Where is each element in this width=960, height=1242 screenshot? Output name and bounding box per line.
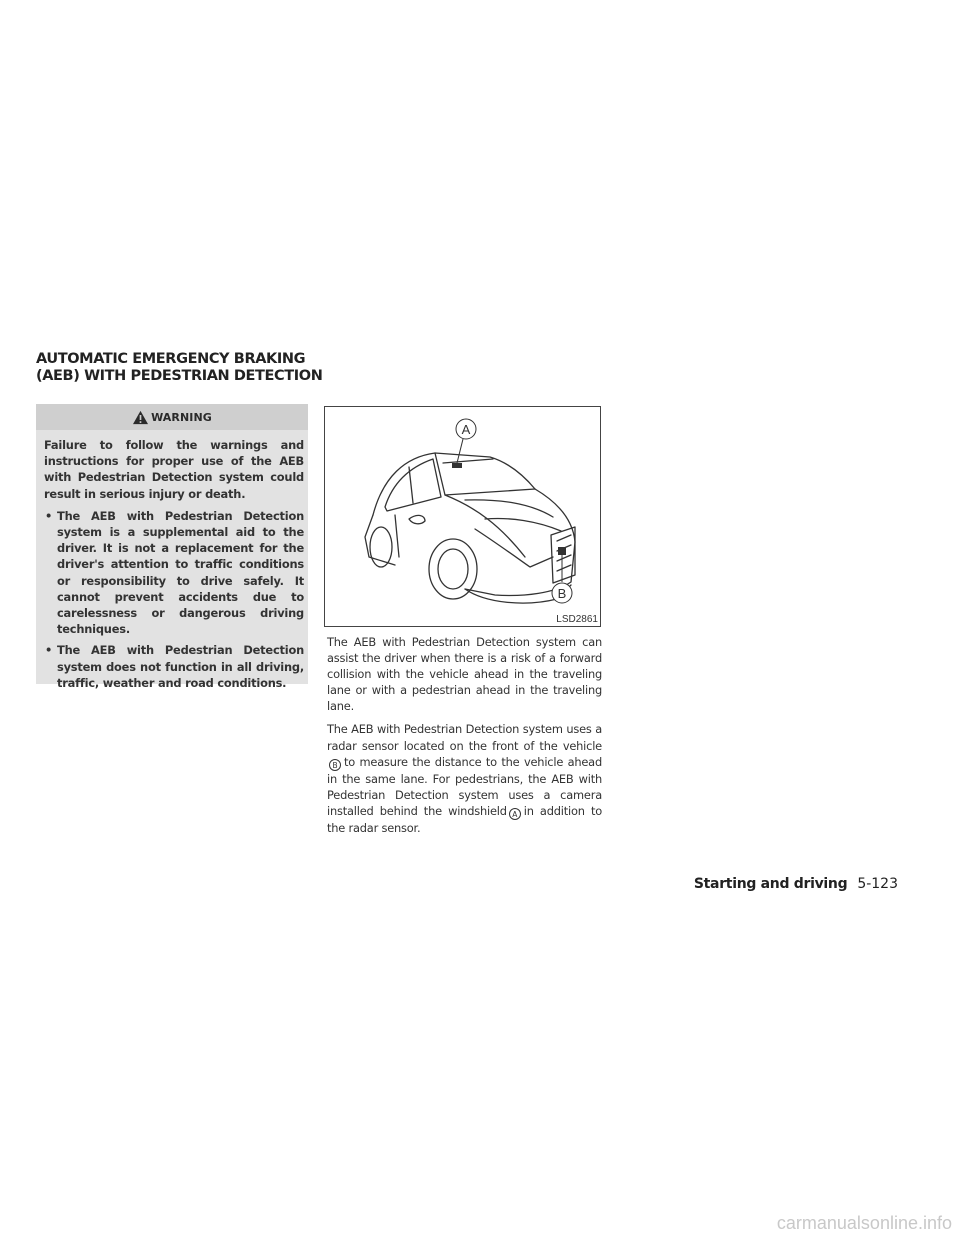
warning-label: WARNING: [151, 410, 212, 424]
warning-icon: [132, 410, 149, 425]
body-text-segment: The AEB with Pedestrian Detection system uses a radar sensor located on the front of the vehicle: [327, 722, 602, 753]
warning-bullet-item: [44, 508, 304, 638]
warning-bullet-item: [44, 642, 304, 691]
page-number: 5-123: [857, 876, 898, 892]
vehicle-illustration: [325, 407, 600, 626]
warning-intro: Failure to follow the warnings and instructions for proper use of the AEB with Pedestrian Detection system could result in serious injury or death.: [44, 438, 304, 501]
section-title: [36, 351, 336, 385]
footer-section-name: Starting and driving: [693, 876, 848, 892]
section-title-line-1: AUTOMATIC EMERGENCY BRAKING: [36, 351, 306, 367]
warning-header: [36, 404, 308, 430]
warning-bullet-text: The AEB with Pedestrian Detection system does not function in all driving, traffic, weather and road conditions.: [57, 643, 304, 690]
warning-body: [44, 437, 304, 696]
page-footer: [694, 876, 898, 892]
warning-list: [44, 508, 304, 691]
label-a: A: [461, 422, 471, 437]
figure-code: LSD2861: [556, 614, 598, 625]
bullet-icon: •: [45, 643, 53, 658]
body-text: [327, 634, 602, 843]
body-paragraph-1: The AEB with Pedestrian Detection system can assist the driver when there is a risk of a forward collision with the vehicle ahead in the traveling lane or with a pedestrian ahead in the traveling lane.: [327, 635, 602, 714]
body-text-segment: to measure the distance to the vehicle ahead in the same lane. For pedestrians, the AEB with Pedestrian Detection system uses a camera installed behind the windshield: [327, 754, 602, 818]
callout-b-icon: B: [329, 759, 341, 771]
body-text-segment: in addition to the radar sensor.: [327, 803, 602, 835]
warning-bullet-text: The AEB with Pedestrian Detection system is a supplemental aid to the driver. It is not a replacement for the driver's attention to traffic conditions or responsibility to drive safely. It cannot prevent accidents due to carelessness or dangerous driving techniques.: [57, 508, 304, 637]
watermark: carmanualsonline.info: [776, 1213, 952, 1233]
bullet-icon: •: [45, 508, 53, 523]
label-b: B: [557, 586, 567, 601]
warning-box: [36, 404, 308, 690]
body-paragraph-2: [327, 721, 602, 835]
callout-a-icon: A: [509, 808, 521, 820]
vehicle-figure: [324, 406, 601, 627]
section-title-line-2: (AEB) WITH PEDESTRIAN DETECTION: [36, 368, 323, 384]
